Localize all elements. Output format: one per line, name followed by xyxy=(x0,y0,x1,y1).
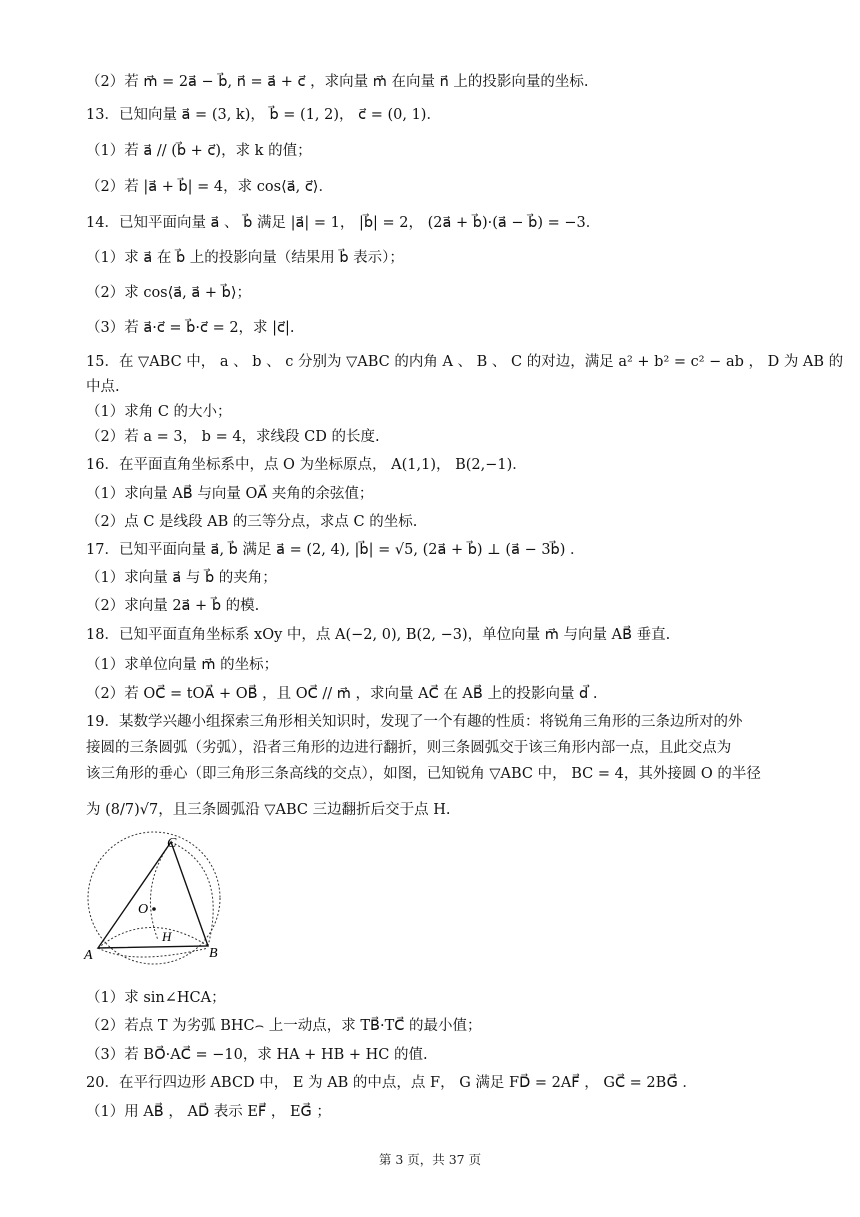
q20-stem: 20．在平行四边形 ABCD 中， E 为 AB 的中点，点 F， G 满足 FD⃗ = 2AF⃗ ， GC⃗ = 2BG⃗ ． xyxy=(86,1075,697,1091)
q13-part1: （1）若 a⃗ // (b⃗ + c⃗)，求 k 的值； xyxy=(86,143,312,159)
q16-stem: 16．在平面直角坐标系中，点 O 为坐标原点， A(1,1)， B(2,−1)． xyxy=(86,457,527,473)
label-O: O xyxy=(138,902,149,917)
q16-part1: （1）求向量 AB⃗ 与向量 OA⃗ 夹角的余弦值； xyxy=(86,486,374,502)
q14-part1: （1）求 a⃗ 在 b⃗ 上的投影向量（结果用 b⃗ 表示）； xyxy=(86,250,404,266)
q14-part2: （2）求 cos⟨a⃗, a⃗ + b⃗⟩； xyxy=(86,285,252,301)
q19-stem-1: 19．某数学兴趣小组探索三角形相关知识时，发现了一个有趣的性质：将锐角三角形的三条边所对的外 xyxy=(86,714,743,730)
q18-part2: （2）若 OC⃗ = tOA⃗ + OB⃗ ，且 OC⃗ // m⃗ ，求向量 AC⃗ 在 AB⃗ 上的投影向量 d⃗ . xyxy=(86,686,598,702)
q12-part2: （2）若 m⃗ = 2a⃗ − b⃗, n⃗ = a⃗ + c⃗ ，求向量 m⃗ 在向量 n⃗ 上的投影向量的坐标. xyxy=(86,74,589,90)
q18-part1: （1）求单位向量 m⃗ 的坐标； xyxy=(86,657,279,673)
label-C: C xyxy=(167,836,177,851)
q17-stem: 17．已知平面向量 a⃗, b⃗ 满足 a⃗ = (2, 4), |b⃗| = √5, (2a⃗ + b⃗) ⊥ (a⃗ − 3b⃗) ． xyxy=(86,542,585,558)
q14-stem: 14．已知平面向量 a⃗ 、 b⃗ 满足 |a⃗| = 1， |b⃗| = 2， (2a⃗ + b⃗)·(a⃗ − b⃗) = −3． xyxy=(86,215,601,231)
q13-stem: 13．已知向量 a⃗ = (3, k)， b⃗ = (1, 2)， c⃗ = (0, 1)． xyxy=(86,107,441,123)
triangle-circumcircle-figure xyxy=(78,828,248,968)
q19-stem-4: 为 (8/7)√7，且三条圆弧沿 ▽ABC 三边翻折后交于点 H. xyxy=(86,802,451,818)
q17-part1: （1）求向量 a⃗ 与 b⃗ 的夹角； xyxy=(86,570,277,586)
q15-part1: （1）求角 C 的大小； xyxy=(86,404,232,420)
q18-stem: 18．已知平面直角坐标系 xOy 中，点 A(−2, 0), B(2, −3)，单位向量 m⃗ 与向量 AB⃗ 垂直. xyxy=(86,627,671,643)
label-H: H xyxy=(162,929,172,944)
q20-part1: （1）用 AB⃗ ， AD⃗ 表示 EF⃗ ， EG⃗ ； xyxy=(86,1104,331,1120)
q15-stem-1: 15．在 ▽ABC 中， a 、 b 、 c 分别为 ▽ABC 的内角 A 、 B 、 C 的对边，满足 a² + b² = c² − ab ， D 为 AB 的 xyxy=(86,354,844,370)
q19-stem-3: 该三角形的垂心（即三角形三条高线的交点），如图，已知锐角 ▽ABC 中， BC = 4，其外接圆 O 的半径 xyxy=(86,766,761,782)
q13-part2: （2）若 |a⃗ + b⃗| = 4，求 cos⟨a⃗, c⃗⟩． xyxy=(86,179,333,195)
label-B: B xyxy=(209,946,218,961)
q14-part3: （3）若 a⃗·c⃗ = b⃗·c⃗ = 2，求 |c⃗|. xyxy=(86,320,295,336)
q17-part2: （2）求向量 2a⃗ + b⃗ 的模. xyxy=(86,598,260,614)
q16-part2: （2）点 C 是线段 AB 的三等分点，求点 C 的坐标. xyxy=(86,514,418,530)
q19-part3: （3）若 BO⃗·AC⃗ = −10，求 HA + HB + HC 的值. xyxy=(86,1047,428,1063)
q15-stem-2: 中点. xyxy=(86,379,120,395)
q15-part2: （2）若 a = 3， b = 4，求线段 CD 的长度. xyxy=(86,429,380,445)
label-A: A xyxy=(84,948,93,963)
q19-part2: （2）若点 T 为劣弧 BHC⌢ 上一动点，求 TB⃗·TC⃗ 的最小值； xyxy=(86,1018,482,1034)
page-footer: 第 3 页，共 37 页 xyxy=(378,1152,482,1167)
q19-stem-2: 接圆的三条圆弧（劣弧），沿者三角形的边进行翻折，则三条圆弧交于该三角形内部一点，且此交点为 xyxy=(86,740,732,756)
q19-part1: （1）求 sin∠HCA； xyxy=(86,990,226,1006)
